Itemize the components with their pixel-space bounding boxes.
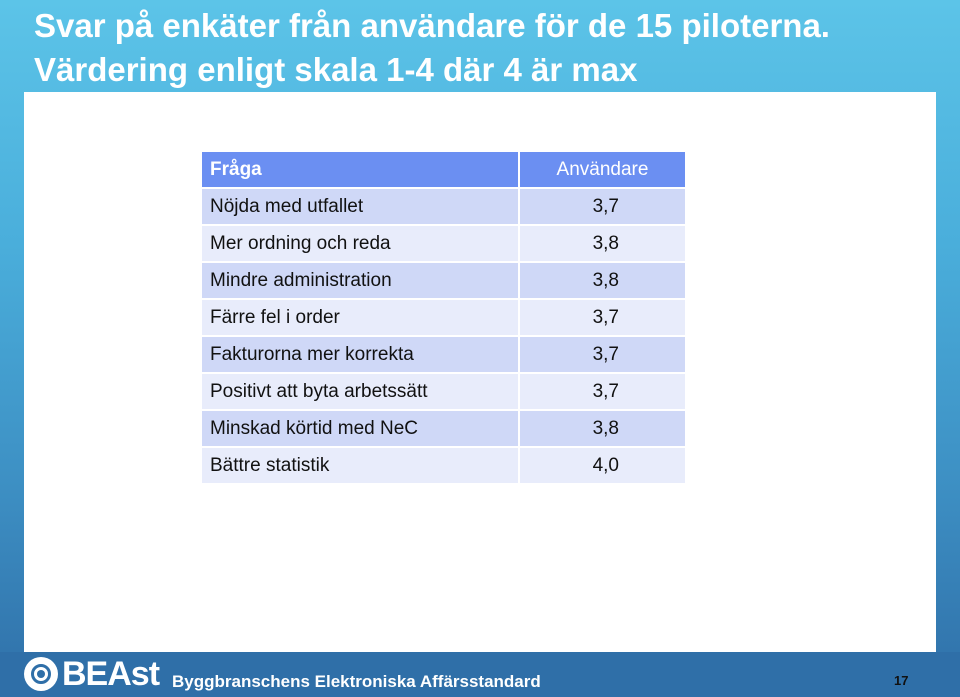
value-cell: 3,7: [519, 373, 686, 410]
footer-organization: Byggbranschens Elektroniska Affärsstandard: [172, 672, 541, 691]
beast-logo: [24, 654, 159, 694]
value-cell: 3,8: [519, 225, 686, 262]
survey-results-table: [200, 150, 687, 485]
beast-logo-text: BEAst: [62, 655, 160, 693]
slide-title: Svar på enkäter från användare för de 15 piloterna. Värdering enligt skala 1-4 där 4 är max: [34, 7, 830, 88]
table-row: [201, 225, 686, 262]
value-cell: 3,7: [519, 188, 686, 225]
header-question: Fråga: [201, 151, 519, 188]
table-header-row: [201, 151, 686, 188]
question-cell: Mindre administration: [201, 262, 519, 299]
question-cell: Positivt att byta arbetssätt: [201, 373, 519, 410]
question-cell: Färre fel i order: [201, 299, 519, 336]
header-users: Användare: [519, 151, 686, 188]
table-row: [201, 336, 686, 373]
question-cell: Mer ordning och reda: [201, 225, 519, 262]
table-row: [201, 373, 686, 410]
question-cell: Fakturorna mer korrekta: [201, 336, 519, 373]
table-row: [201, 262, 686, 299]
value-cell: 4,0: [519, 447, 686, 484]
table-row: [201, 447, 686, 484]
beast-logo-icon: [24, 657, 58, 691]
value-cell: 3,8: [519, 262, 686, 299]
table-row: [201, 410, 686, 447]
value-cell: 3,7: [519, 299, 686, 336]
question-cell: Nöjda med utfallet: [201, 188, 519, 225]
page-number: 17: [894, 673, 909, 688]
value-cell: 3,8: [519, 410, 686, 447]
table-row: [201, 188, 686, 225]
value-cell: 3,7: [519, 336, 686, 373]
question-cell: Bättre statistik: [201, 447, 519, 484]
table-row: [201, 299, 686, 336]
question-cell: Minskad körtid med NeC: [201, 410, 519, 447]
